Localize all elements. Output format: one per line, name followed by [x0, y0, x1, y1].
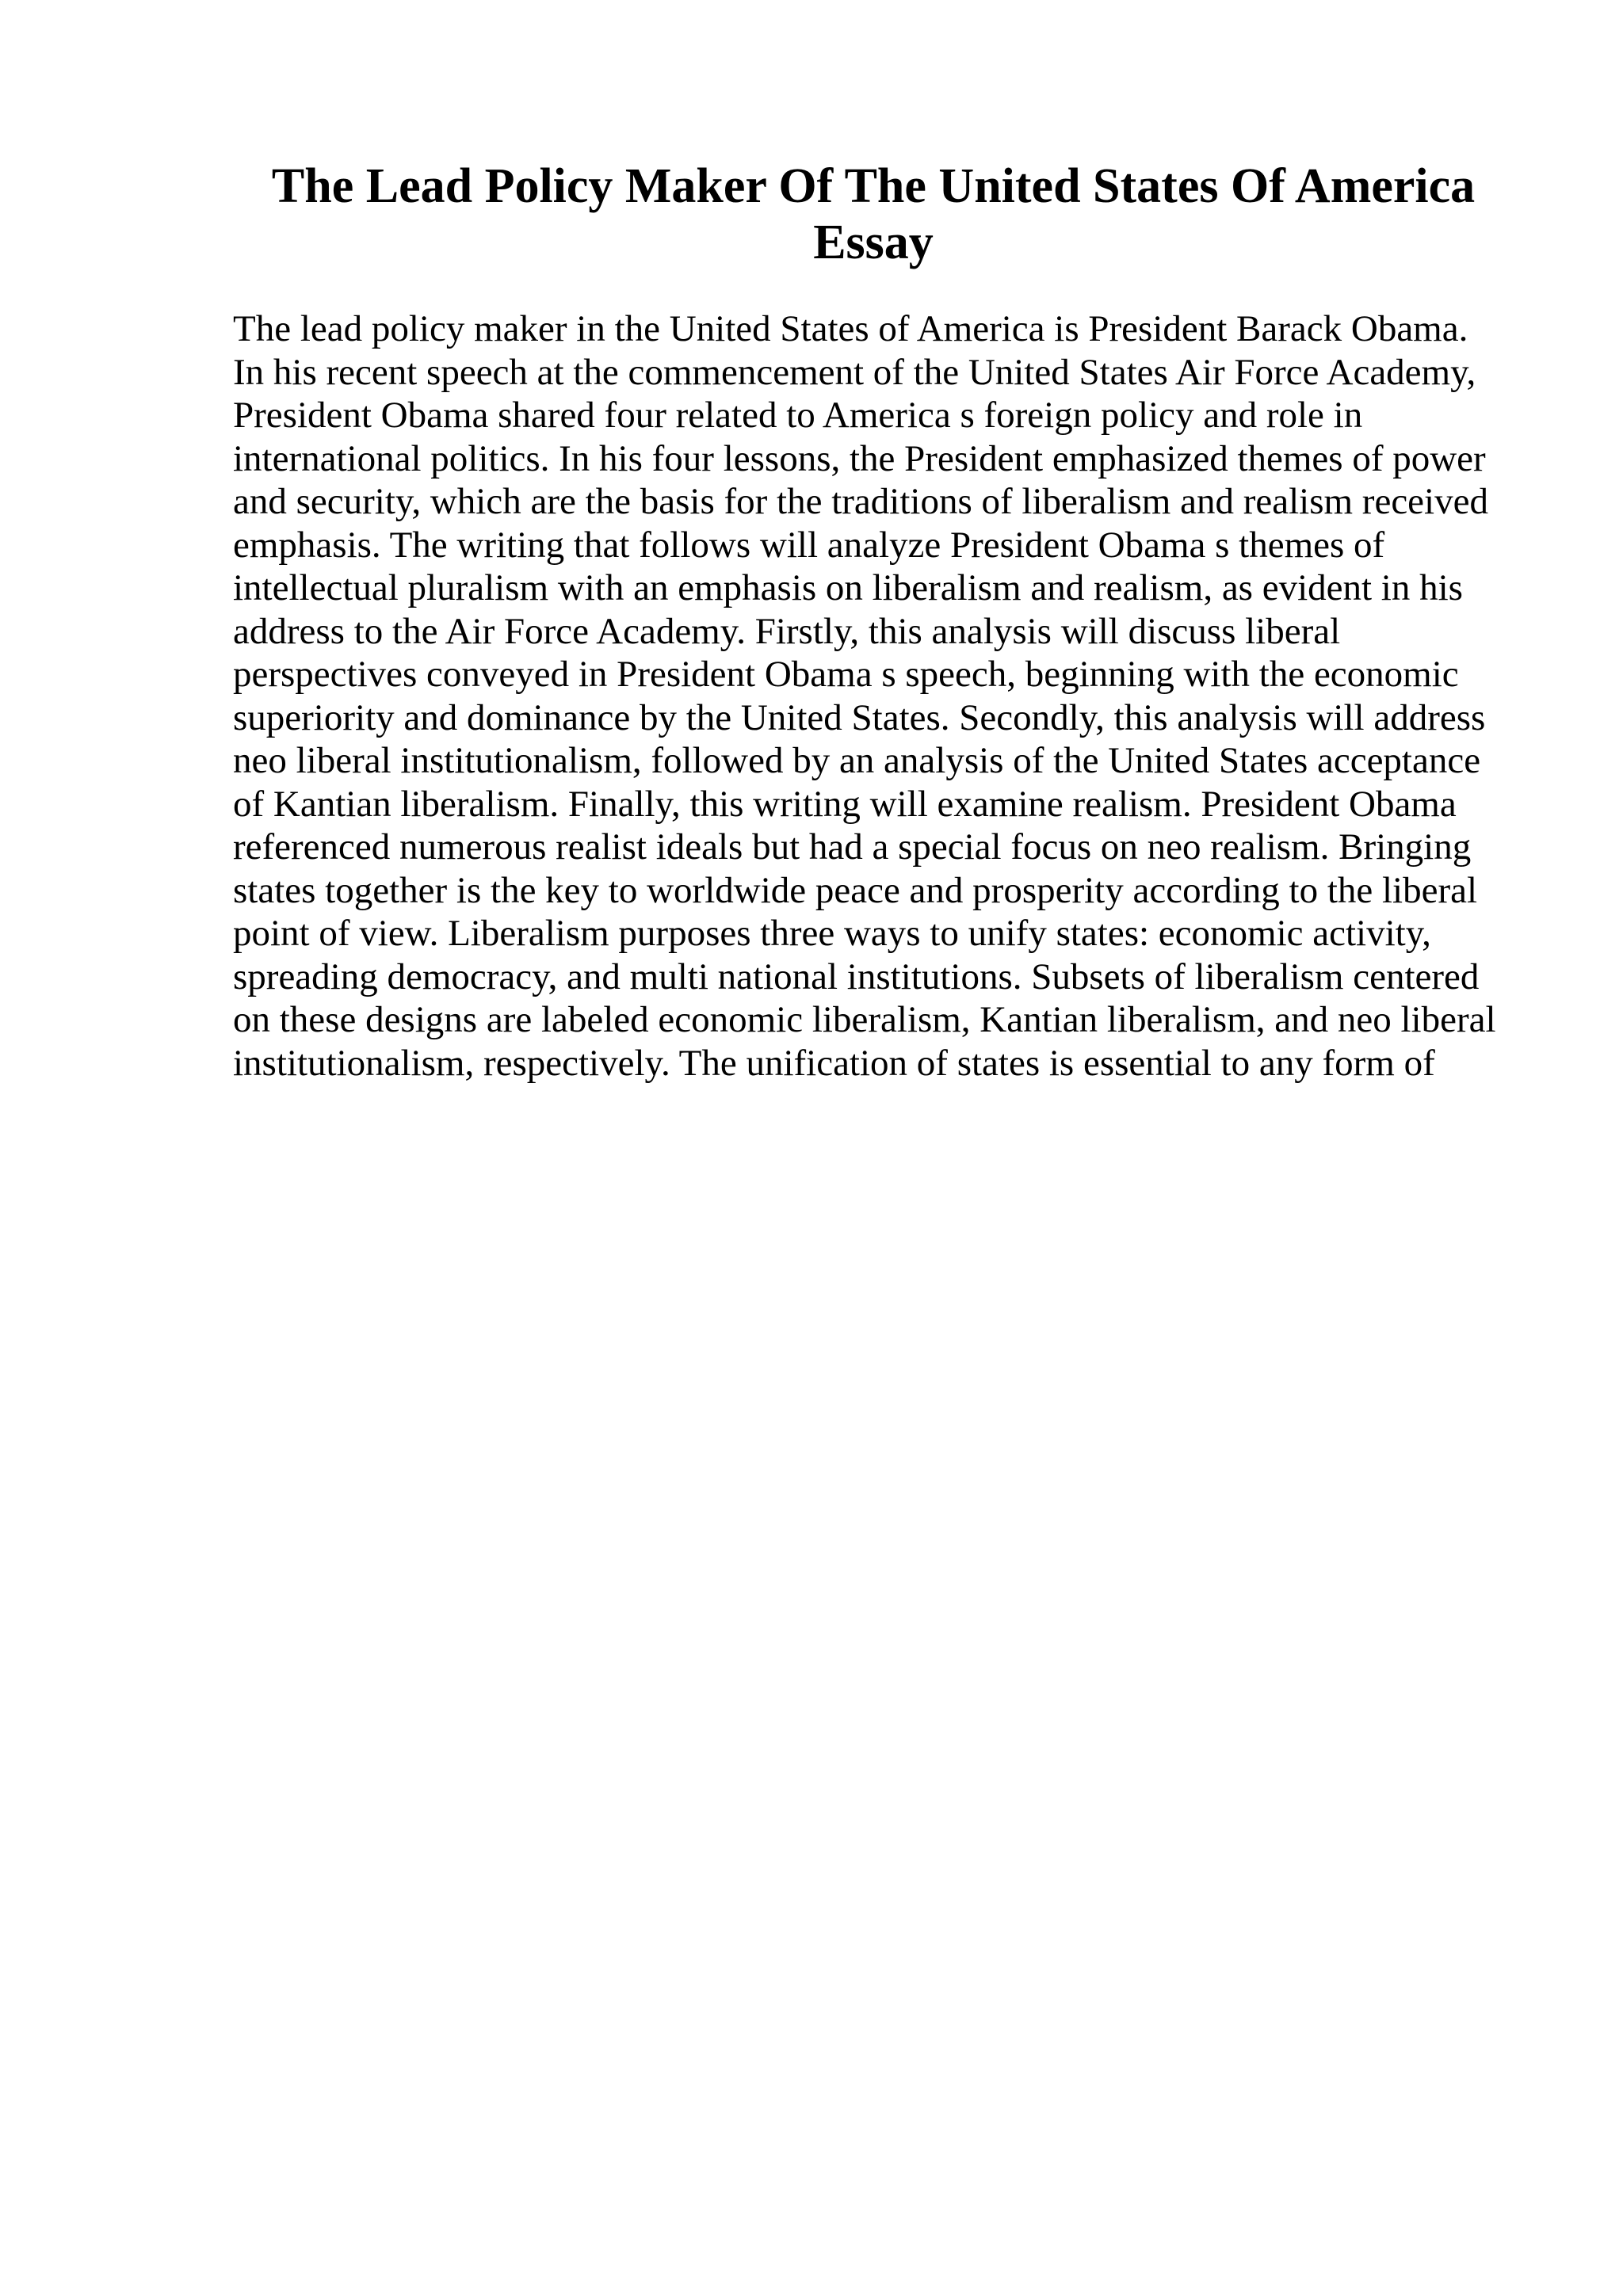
body-line: emphasis. The writing that follows will analyze President Obama s themes of	[233, 524, 1385, 566]
body-line: of Kantian liberalism. Finally, this writing will examine realism. President Obama	[233, 783, 1457, 825]
essay-body	[233, 307, 1533, 1085]
body-line: institutionalism, respectively. The unification of states is essential to any form of	[233, 1042, 1435, 1084]
body-line: The lead policy maker in the United States of America is President Barack Obama.	[233, 308, 1468, 349]
body-line: spreading democracy, and multi national institutions. Subsets of liberalism centered	[233, 955, 1480, 997]
body-line: intellectual pluralism with an emphasis on liberalism and realism, as evident in his	[233, 567, 1463, 608]
body-line: and security, which are the basis for the traditions of liberalism and realism received	[233, 481, 1488, 522]
body-line: neo liberal institutionalism, followed by an analysis of the United States acceptance	[233, 740, 1481, 781]
document-title	[233, 158, 1514, 271]
body-line: In his recent speech at the commencement of the United States Air Force Academy,	[233, 351, 1476, 393]
body-line: point of view. Liberalism purposes three ways to unify states: economic activity,	[233, 913, 1431, 954]
title-line: Essay	[813, 215, 934, 269]
body-line: referenced numerous realist ideals but had a special focus on neo realism. Bringing	[233, 826, 1472, 868]
body-line: perspectives conveyed in President Obama s speech, beginning with the economic	[233, 654, 1459, 695]
body-line: international politics. In his four lessons, the President emphasized themes of power	[233, 437, 1486, 479]
body-line: states together is the key to worldwide peace and prosperity according to the liberal	[233, 869, 1478, 911]
body-line: address to the Air Force Academy. Firstly, this analysis will discuss liberal	[233, 610, 1341, 652]
body-line: superiority and dominance by the United States. Secondly, this analysis will address	[233, 696, 1486, 738]
body-line: on these designs are labeled economic liberalism, Kantian liberalism, and neo liberal	[233, 999, 1496, 1040]
body-line: President Obama shared four related to America s foreign policy and role in	[233, 395, 1363, 436]
title-line: The Lead Policy Maker Of The United States Of America	[271, 159, 1476, 213]
